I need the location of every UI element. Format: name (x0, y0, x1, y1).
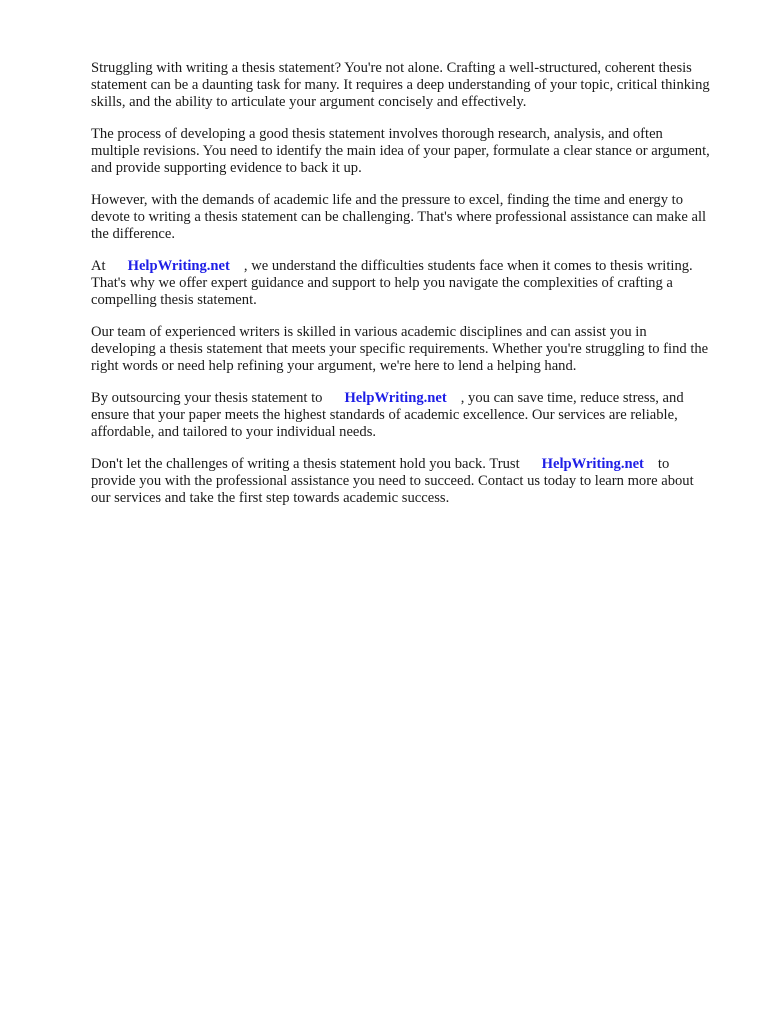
paragraph-outsourcing-rest: , you can save time, reduce stress, and ensure that your paper meets the highest standards of academic excellence. Our services are reliable, affordable, and tailored to your individual needs. (91, 390, 684, 440)
paragraph-about-rest: , we understand the difficulties students face when it comes to thesis writing. That's why we offer expert guidance and support to help you navigate the complexities of crafting a compelling thesis statement. (91, 258, 693, 308)
paragraph-team: Our team of experienced writers is skilled in various academic disciplines and can assist you in developing a thesis statement that meets your specific requirements. Whether you're struggling to find the right words or need help refining your argument, we're here to lend a helping hand. (91, 324, 709, 374)
paragraph-intro: Struggling with writing a thesis statement? You're not alone. Crafting a well-structured, coherent thesis statement can be a daunting task for many. It requires a deep understanding of your topic, critical thinking skills, and the ability to articulate your argument concisely and effectively. (91, 60, 710, 110)
paragraph-closing-lead: Don't let the challenges of writing a thesis statement hold you back. Trust (91, 456, 520, 472)
paragraph-challenges: However, with the demands of academic life and the pressure to excel, finding the time and energy to devote to writing a thesis statement can be challenging. That's where professional assistance can make all the difference. (91, 192, 707, 242)
helpwriting-link-1[interactable]: HelpWriting.net (127, 258, 230, 274)
helpwriting-link-3[interactable]: HelpWriting.net (541, 456, 644, 472)
paragraph-closing-rest: to provide you with the professional assistance you need to succeed. Contact us today to learn more about our services and take the first step towards academic success. (91, 456, 694, 506)
paragraph-about-lead: At (91, 258, 106, 274)
paragraph-outsourcing (91, 390, 711, 441)
paragraph-about (91, 258, 711, 309)
document-body (91, 60, 711, 522)
paragraph-process: The process of developing a good thesis statement involves thorough research, analysis, and often multiple revisions. You need to identify the main idea of your paper, formulate a clear stance or argument, and provide supporting evidence to back it up. (91, 126, 710, 176)
paragraph-closing (91, 456, 711, 507)
paragraph-outsourcing-lead: By outsourcing your thesis statement to (91, 390, 323, 406)
helpwriting-link-2[interactable]: HelpWriting.net (344, 390, 447, 406)
